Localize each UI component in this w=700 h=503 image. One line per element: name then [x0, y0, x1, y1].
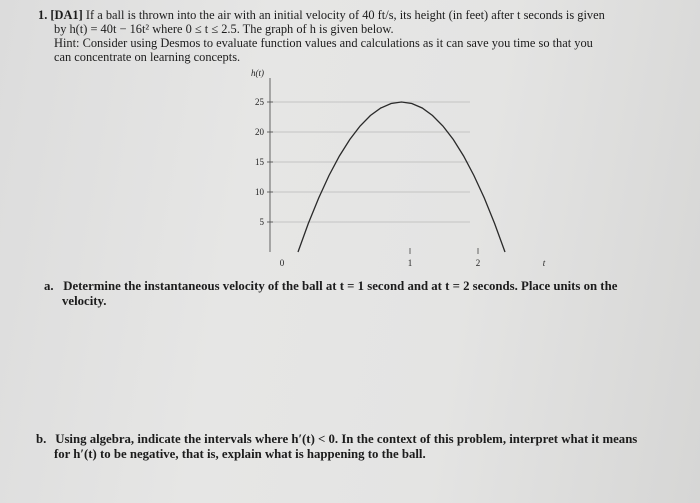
y-tick-label-15: 15	[255, 157, 264, 167]
y-tick-label-10: 10	[255, 187, 264, 197]
problem-text-2: by h(t) = 40t − 16t² where 0 ≤ t ≤ 2.5. The graph of h is given below.	[54, 22, 394, 36]
question-number: 1.	[38, 8, 48, 22]
question-tag: [DA1]	[50, 8, 83, 22]
x-axis-label: t	[542, 258, 546, 268]
y-tick-label-25: 25	[255, 97, 264, 107]
x-tick-label-2: 2	[475, 258, 481, 268]
y-axis-label: h(t)	[251, 68, 264, 78]
part-b-text-2: for h′(t) to be negative, that is, explain what is happening to the ball.	[54, 447, 426, 461]
problem-statement	[38, 8, 678, 64]
y-tick-label-5: 5	[259, 217, 264, 227]
problem-text-1: If a ball is thrown into the air with an initial velocity of 40 ft/s, its height (in feet) after t seconds is given	[85, 8, 605, 22]
part-a-label: a.	[44, 279, 54, 293]
part-a-text-1: Determine the instantaneous velocity of the ball at t = 1 second and at t = 2 seconds. Place units on the	[63, 279, 618, 293]
y-tick-label-20: 20	[255, 127, 264, 137]
hint-text-1: Hint: Consider using Desmos to evaluate function values and calculations as it can save you time so that you	[54, 36, 593, 50]
part-b	[36, 432, 676, 462]
problem-line-1	[38, 8, 678, 22]
part-a	[44, 279, 674, 309]
part-b-text-1: Using algebra, indicate the intervals where h′(t) < 0. In the context of this problem, interpret what it means	[55, 432, 638, 446]
part-b-label: b.	[36, 432, 47, 446]
height-curve	[298, 102, 505, 252]
hint-text-2: can concentrate on learning concepts.	[54, 50, 241, 64]
part-a-text-2: velocity.	[62, 294, 107, 308]
height-graph	[232, 64, 546, 274]
x-tick-label-0: 0	[279, 258, 285, 268]
x-tick-label-1: 1	[407, 258, 413, 268]
